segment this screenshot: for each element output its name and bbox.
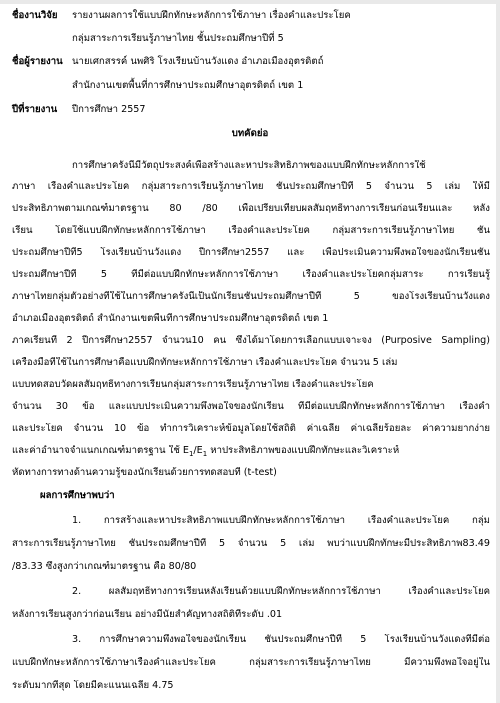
result-line: 1. การสร้างและหาประสิทธิภาพแบบฝึกทักษะหลักการใช้ภาษา เรื่องคำและประโยค กลุ่ม <box>72 515 490 526</box>
abstract-line: หัดทางการทางด้านความรู้ของนักเรียนด้วยการทดสอบที (t-test) <box>12 467 277 478</box>
formula-mid: เกณฑ์มาตรฐาน ใช้ E <box>99 445 189 456</box>
abstract-line: ประถมศึกษาปีที่5 โรงเรียนบ้านวังแดง ปีการศึกษา2557 และ เพื่อประเมินความพึงพอใจของนักเรียนชั้น <box>12 247 490 258</box>
results-heading: ผลการศึกษาพบว่า <box>40 490 115 501</box>
result-line: ระดับมากที่สุด โดยมีคะแนนเฉลี่ย 4.75 <box>12 680 174 691</box>
abstract-line: เครื่องมือที่ใช้ในการศึกษาคือแบบฝึกทักษะหลักการใช้ภาษา เรื่องคำและประโยค จำนวน 5 เล่ม <box>12 357 398 368</box>
result-line: แบบฝึกทักษะหลักการใช้ภาษาเรื่องคำและประโยค กลุ่มสาระการเรียนรู้ภาษาไทย มีความพึงพอใจอยู่ใน <box>12 657 490 668</box>
author-line-2: สำนักงานเขตพื้นที่การศึกษาประถมศึกษาอุตรดิตถ์ เขต 1 <box>72 80 304 91</box>
author-line-1: นายเศกสรรค์ นพศิริ โรงเรียนบ้านวังแดง อำเภอเมืองอุตรดิตถ์ <box>72 56 324 67</box>
formula-sub-2: 1 <box>202 449 208 458</box>
formula-tail: หาประสิทธิภาพของแบบฝึกทักษะและวิเคราะห์ <box>210 445 400 456</box>
formula-lead: และค่าอำนาจจำแนก <box>12 445 100 456</box>
abstract-line: ประสิทธิภาพตามเกณฑ์มาตรฐาน 80 /80 เพื่อเปรียบเทียบผลสัมฤทธิ์ทางการเรียนก่อนเรียนและ หลัง <box>12 203 490 214</box>
title-line-2: กลุ่มสาระการเรียนรู้ภาษาไทย ชั้นประถมศึกษาปีที่ 5 <box>72 33 284 44</box>
title-key: ชื่องานวิจัย <box>12 10 58 21</box>
formula-sub-1: 1 <box>188 449 194 458</box>
window-top-edge <box>0 0 500 4</box>
abstract-line: เรียน โดยใช้แบบฝึกทักษะหลักการใช้ภาษา เรื่องคำและประโยค กลุ่มสาระการเรียนรู้ภาษาไทย ชั้น <box>12 225 490 236</box>
abstract-line: ภาคเรียนที่ 2 ปีการศึกษา2557 จำนวน10 คน ซึ่งได้มาโดยการเลือกแบบเจาะจง (Purposive Sampling) <box>12 335 490 346</box>
window-right-edge <box>496 0 500 703</box>
title-line-1: รายงานผลการใช้แบบฝึกทักษะหลักการใช้ภาษา เรื่องคำและประโยค <box>72 10 351 21</box>
formula-slash: /E <box>193 445 203 456</box>
result-line: 3. การศึกษาความพึงพอใจของนักเรียน ชั้นประถมศึกษาปีที่ 5 โรงเรียนบ้านวังแดงที่มีต่อ <box>72 634 490 645</box>
abstract-line: ประถมศึกษาปีที่ 5 ที่มีต่อแบบฝึกทักษะหลักการใช้ภาษา เรื่องคำและประโยคกลุ่มสาระ การเรียนรู้ <box>12 269 490 280</box>
abstract-line: จำนวน 30 ข้อ และแบบประเมินความพึงพอใจของนักเรียน ที่มีต่อแบบฝึกทักษะหลักการใช้ภาษา เรื่องคำ <box>12 401 490 412</box>
result-line: สาระการเรียนรู้ภาษาไทย ชั้นประถมศึกษาปีที่ 5 จำนวน 5 เล่ม พบว่าแบบฝึกทักษะมีประสิทธิภาพ83.49 <box>12 538 490 549</box>
result-line: 2. ผลสัมฤทธิ์ทางการเรียนหลังเรียนด้วยแบบฝึกทักษะหลักการใช้ภาษา เรื่องคำและประโยค <box>72 586 490 597</box>
abstract-line: อำเภอเมืองอุตรดิตถ์ สำนักงานเขตพื้นที่การศึกษาประถมศึกษาอุตรดิตถ์ เขต 1 <box>12 313 329 324</box>
result-line: หลังการเรียนสูงกว่าก่อนเรียน อย่างมีนัยสำคัญทางสถิติที่ระดับ .01 <box>12 609 283 620</box>
year-row <box>12 104 146 116</box>
abstract-line: แบบทดสอบวัดผลสัมฤทธิ์ทางการเรียนกลุ่มสาระการเรียนรู้ภาษาไทย เรื่องคำและประโยค <box>12 379 374 390</box>
author-key: ชื่อผู้รายงาน <box>12 56 63 67</box>
abstract-heading: บทคัดย่อ <box>231 128 269 139</box>
title-row <box>12 10 351 22</box>
abstract-line-formula <box>12 445 490 459</box>
abstract-line: การศึกษาครั้งนี้มีวัตถุประสงค์เพื่อสร้างและหาประสิทธิภาพของแบบฝึกทักษะหลักการใช้ <box>72 160 426 171</box>
author-row <box>12 56 323 68</box>
year-key: ปีที่รายงาน <box>12 104 58 115</box>
abstract-line: และประโยค จำนวน 10 ข้อ ทำการวิเคราะห์ข้อมูลโดยใช้สถิติ ค่าเฉลี่ย ค่าเฉลี่ยร้อยละ ค่าความยากง่าย <box>12 423 490 434</box>
result-line: /83.33 ซึ่งสูงกว่าเกณฑ์มาตรฐาน คือ 80/80 <box>12 561 197 572</box>
abstract-line: ภาษาไทยกลุ่มตัวอย่างที่ใช้ในการศึกษาครั้งนี้เป็นนักเรียนชั้นประถมศึกษาปีที่ 5 ของโรงเรียนบ้านวังแดง <box>12 291 490 302</box>
abstract-line: ภาษา เรื่องคำและประโยค กลุ่มสาระการเรียนรู้ภาษาไทย ชั้นประถมศึกษาปีที่ 5 จำนวน 5 เล่ม ให้มี <box>12 181 490 192</box>
year-value: ปีการศึกษา 2557 <box>72 104 146 115</box>
